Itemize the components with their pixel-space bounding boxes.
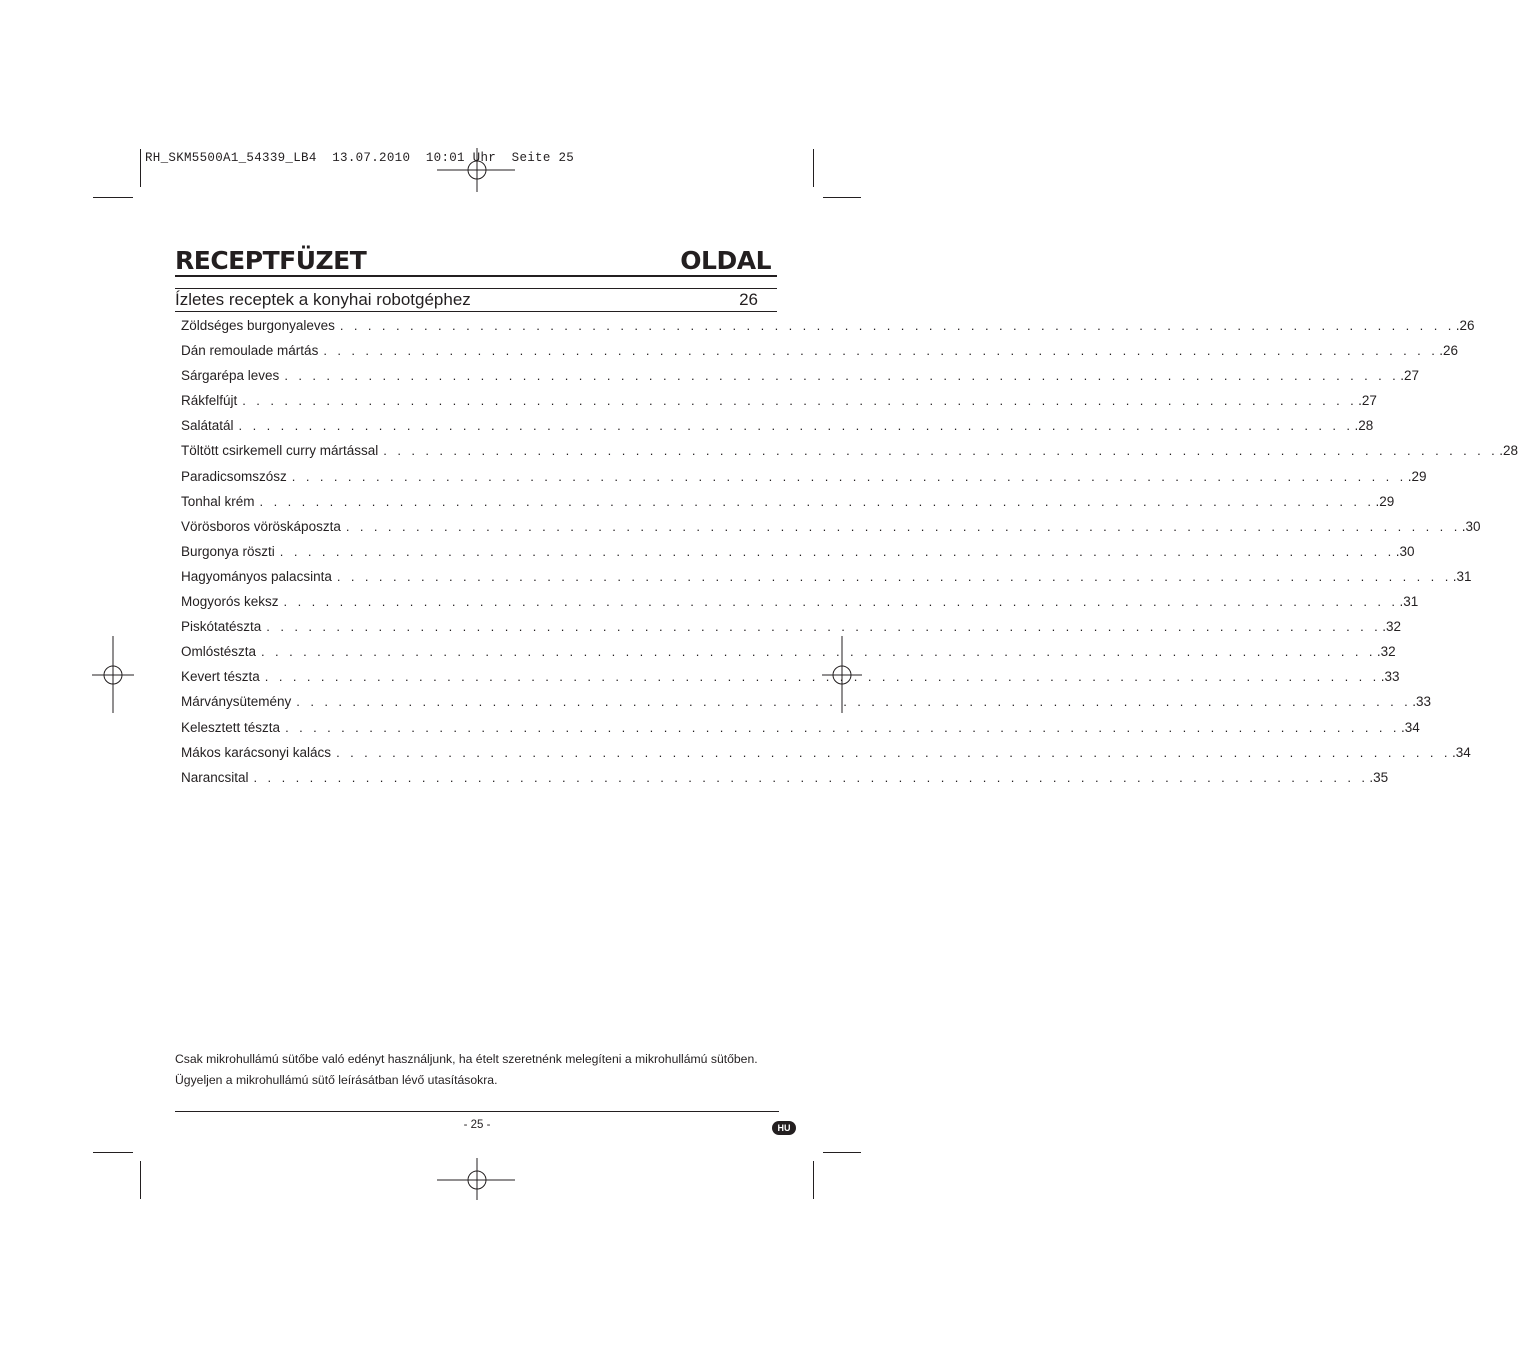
toc-item-label: Márványsütemény bbox=[181, 694, 292, 710]
toc-item bbox=[181, 669, 1400, 694]
toc-item-label: Sárgarépa leves bbox=[181, 368, 280, 384]
note-line: Csak mikrohullámú sütőbe való edényt használjunk, ha ételt szeretnénk melegíteni a mikrohullámú sütőben. bbox=[175, 1052, 758, 1066]
section-page: 26 bbox=[739, 290, 758, 309]
toc-item-page: .35 bbox=[1369, 769, 1389, 785]
toc-item-page: .27 bbox=[1358, 393, 1377, 409]
toc-item-page: .28 bbox=[1499, 443, 1518, 459]
toc-item-label: Rákfelfújt bbox=[181, 393, 238, 409]
toc-item-page: .29 bbox=[1407, 468, 1427, 484]
toc-item-label: Kevert tészta bbox=[181, 669, 260, 685]
crop-mark bbox=[93, 197, 133, 198]
toc-item-label: Narancsital bbox=[181, 769, 249, 785]
toc-item-label: Vörösboros vöröskáposzta bbox=[181, 518, 341, 534]
toc-leader-dots: . . . . . . . . . . . . . . . . . . . . . . . . . . . . . . . . . . . . . . . . . . . . . . . . . . . . . . . . . . . . . . . . . . . . . . . . . . . . . . . . bbox=[238, 418, 1354, 434]
toc-item-page: .33 bbox=[1380, 669, 1400, 685]
toc-leader-dots: . . . . . . . . . . . . . . . . . . . . . . . . . . . . . . . . . . . . . . . . . . . . . . . . . . . . . . . . . . . . . . . . . . . . . . . . . . . . . . . . bbox=[279, 543, 1395, 559]
toc-item bbox=[181, 318, 1475, 343]
section-heading bbox=[175, 290, 758, 312]
toc-item-label: Omlóstészta bbox=[181, 644, 257, 660]
crop-mark bbox=[813, 1161, 814, 1199]
toc-item-label: Kelesztett tészta bbox=[181, 719, 281, 735]
toc-item-page: .31 bbox=[1452, 568, 1472, 584]
toc-leader-dots: . . . . . . . . . . . . . . . . . . . . . . . . . . . . . . . . . . . . . . . . . . . . . . . . . . . . . . . . . . . . . . . . . . . . . . . . . . . . . . . . bbox=[339, 318, 1455, 333]
toc-item-page: .32 bbox=[1376, 644, 1396, 660]
toc-leader-dots: . . . . . . . . . . . . . . . . . . . . . . . . . . . . . . . . . . . . . . . . . . . . . . . . . . . . . . . . . . . . . . . . . . . . . . . . . . . . . . . . bbox=[264, 669, 1380, 685]
toc-item-page: .28 bbox=[1354, 418, 1374, 434]
section-bottom-rule bbox=[175, 311, 777, 312]
toc-leader-dots: . . . . . . . . . . . . . . . . . . . . . . . . . . . . . . . . . . . . . . . . . . . . . . . . . . . . . . . . . . . . . . . . . . . . . . . . . . . . . . . . bbox=[336, 744, 1451, 760]
page-column-label: OLDAL bbox=[680, 246, 771, 275]
crop-mark bbox=[93, 1152, 133, 1153]
toc-leader-dots: . . . . . . . . . . . . . . . . . . . . . . . . . . . . . . . . . . . . . . . . . . . . . . . . . . . . . . . . . . . . . . . . . . . . . . . . . . . . . . . . bbox=[323, 343, 1439, 359]
toc-item bbox=[181, 543, 1415, 569]
microwave-note bbox=[175, 1049, 785, 1090]
toc-item-label: Mogyorós keksz bbox=[181, 594, 279, 610]
toc-leader-dots: . . . . . . . . . . . . . . . . . . . . . . . . . . . . . . . . . . . . . . . . . . . . . . . . . . . . . . . . . . . . . . . . . . . . . . . . . . . . . . . . bbox=[283, 594, 1399, 610]
toc-item-label: Mákos karácsonyi kalács bbox=[181, 744, 332, 760]
language-badge: HU bbox=[772, 1121, 796, 1135]
title-rule bbox=[175, 275, 777, 277]
registration-mark-left bbox=[92, 636, 136, 714]
toc-item-page: .26 bbox=[1439, 343, 1458, 359]
crop-mark bbox=[140, 1161, 141, 1199]
page-title: RECEPTFÜZET bbox=[175, 246, 367, 275]
toc-item-page: .34 bbox=[1451, 744, 1471, 760]
toc-leader-dots: . . . . . . . . . . . . . . . . . . . . . . . . . . . . . . . . . . . . . . . . . . . . . . . . . . . . . . . . . . . . . . . . . . . . . . . . . . . . . . . . bbox=[266, 619, 1382, 635]
note-line: Ügyeljen a mikrohullámú sütő leírásátban lévő utasításokra. bbox=[175, 1072, 498, 1087]
toc-item bbox=[181, 393, 1377, 418]
toc-item bbox=[181, 744, 1471, 770]
section-title: Ízletes receptek a konyhai robotgéphez bbox=[175, 290, 471, 309]
toc-item-label: Burgonya röszti bbox=[181, 543, 275, 559]
toc-leader-dots: . . . . . . . . . . . . . . . . . . . . . . . . . . . . . . . . . . . . . . . . . . . . . . . . . . . . . . . . . . . . . . . . . . . . . . . . . . . . . . . . bbox=[291, 468, 1407, 484]
page-number: - 25 - bbox=[463, 1119, 491, 1131]
toc-item-label: Dán remoulade mártás bbox=[181, 343, 319, 359]
toc-item bbox=[181, 619, 1401, 644]
toc-item bbox=[181, 493, 1395, 519]
toc-leader-dots: . . . . . . . . . . . . . . . . . . . . . . . . . . . . . . . . . . . . . . . . . . . . . . . . . . . . . . . . . . . . . . . . . . . . . . . . . . . . . . . . bbox=[259, 493, 1375, 509]
toc-item-page: .29 bbox=[1375, 493, 1395, 509]
toc-item-page: .34 bbox=[1400, 719, 1420, 735]
toc-item-label: Hagyományos palacsinta bbox=[181, 568, 332, 584]
crop-mark bbox=[823, 197, 861, 198]
toc-item-label: Tonhal krém bbox=[181, 493, 255, 509]
toc-item-page: .32 bbox=[1382, 619, 1401, 635]
toc-item bbox=[181, 443, 1518, 468]
title-row bbox=[175, 244, 777, 276]
toc-item-page: .33 bbox=[1412, 694, 1431, 710]
toc-item bbox=[181, 719, 1420, 745]
toc-item-label: Paradicsomszósz bbox=[181, 468, 287, 484]
toc-leader-dots: . . . . . . . . . . . . . . . . . . . . . . . . . . . . . . . . . . . . . . . . . . . . . . . . . . . . . . . . . . . . . . . . . . . . . . . . . . . . . . . . bbox=[285, 719, 1400, 735]
toc-list bbox=[181, 318, 1518, 795]
toc-item-label: Töltött csirkemell curry mártással bbox=[181, 443, 379, 459]
footer-rule bbox=[175, 1111, 779, 1112]
crop-mark bbox=[813, 149, 814, 187]
toc-item bbox=[181, 368, 1419, 393]
registration-mark-top bbox=[437, 146, 517, 194]
toc-item-page: .30 bbox=[1395, 543, 1415, 559]
toc-leader-dots: . . . . . . . . . . . . . . . . . . . . . . . . . . . . . . . . . . . . . . . . . . . . . . . . . . . . . . . . . . . . . . . . . . . . . . . . . . . . . . . . bbox=[345, 518, 1461, 534]
section-top-rule bbox=[175, 288, 777, 289]
toc-item-page: .31 bbox=[1399, 594, 1419, 610]
crop-mark bbox=[140, 149, 141, 187]
toc-leader-dots: . . . . . . . . . . . . . . . . . . . . . . . . . . . . . . . . . . . . . . . . . . . . . . . . . . . . . . . . . . . . . . . . . . . . . . . . . . . . . . . . bbox=[296, 694, 1412, 710]
toc-item-page: .30 bbox=[1461, 518, 1481, 534]
toc-leader-dots: . . . . . . . . . . . . . . . . . . . . . . . . . . . . . . . . . . . . . . . . . . . . . . . . . . . . . . . . . . . . . . . . . . . . . . . . . . . . . . . . bbox=[383, 443, 1499, 459]
toc-item bbox=[181, 518, 1481, 544]
toc-item bbox=[181, 694, 1431, 719]
toc-leader-dots: . . . . . . . . . . . . . . . . . . . . . . . . . . . . . . . . . . . . . . . . . . . . . . . . . . . . . . . . . . . . . . . . . . . . . . . . . . . . . . . . bbox=[242, 393, 1358, 409]
toc-item bbox=[181, 568, 1472, 594]
toc-item-label: Salátatál bbox=[181, 418, 234, 434]
toc-item bbox=[181, 418, 1374, 443]
toc-leader-dots: . . . . . . . . . . . . . . . . . . . . . . . . . . . . . . . . . . . . . . . . . . . . . . . . . . . . . . . . . . . . . . . . . . . . . . . . . . . . . . . . bbox=[284, 368, 1400, 384]
toc-item bbox=[181, 769, 1389, 795]
toc-leader-dots: . . . . . . . . . . . . . . . . . . . . . . . . . . . . . . . . . . . . . . . . . . . . . . . . . . . . . . . . . . . . . . . . . . . . . . . . . . . . . . . . bbox=[253, 769, 1369, 785]
crop-mark bbox=[823, 1152, 861, 1153]
toc-item bbox=[181, 644, 1396, 669]
toc-item bbox=[181, 594, 1419, 619]
print-stamp: RH_SKM5500A1_54339_LB4 13.07.2010 10:01 Uhr Seite 25 bbox=[145, 151, 575, 165]
toc-item-label: Zöldséges burgonyaleves bbox=[181, 318, 335, 333]
toc-item bbox=[181, 468, 1427, 494]
toc-item bbox=[181, 343, 1458, 368]
toc-item-page: .26 bbox=[1455, 318, 1475, 333]
registration-mark-bottom bbox=[437, 1158, 517, 1202]
toc-leader-dots: . . . . . . . . . . . . . . . . . . . . . . . . . . . . . . . . . . . . . . . . . . . . . . . . . . . . . . . . . . . . . . . . . . . . . . . . . . . . . . . . bbox=[336, 568, 1452, 584]
toc-item-page: .27 bbox=[1400, 368, 1419, 384]
toc-leader-dots: . . . . . . . . . . . . . . . . . . . . . . . . . . . . . . . . . . . . . . . . . . . . . . . . . . . . . . . . . . . . . . . . . . . . . . . . . . . . . . . . bbox=[261, 644, 1376, 660]
toc-item-label: Piskótatészta bbox=[181, 619, 262, 635]
